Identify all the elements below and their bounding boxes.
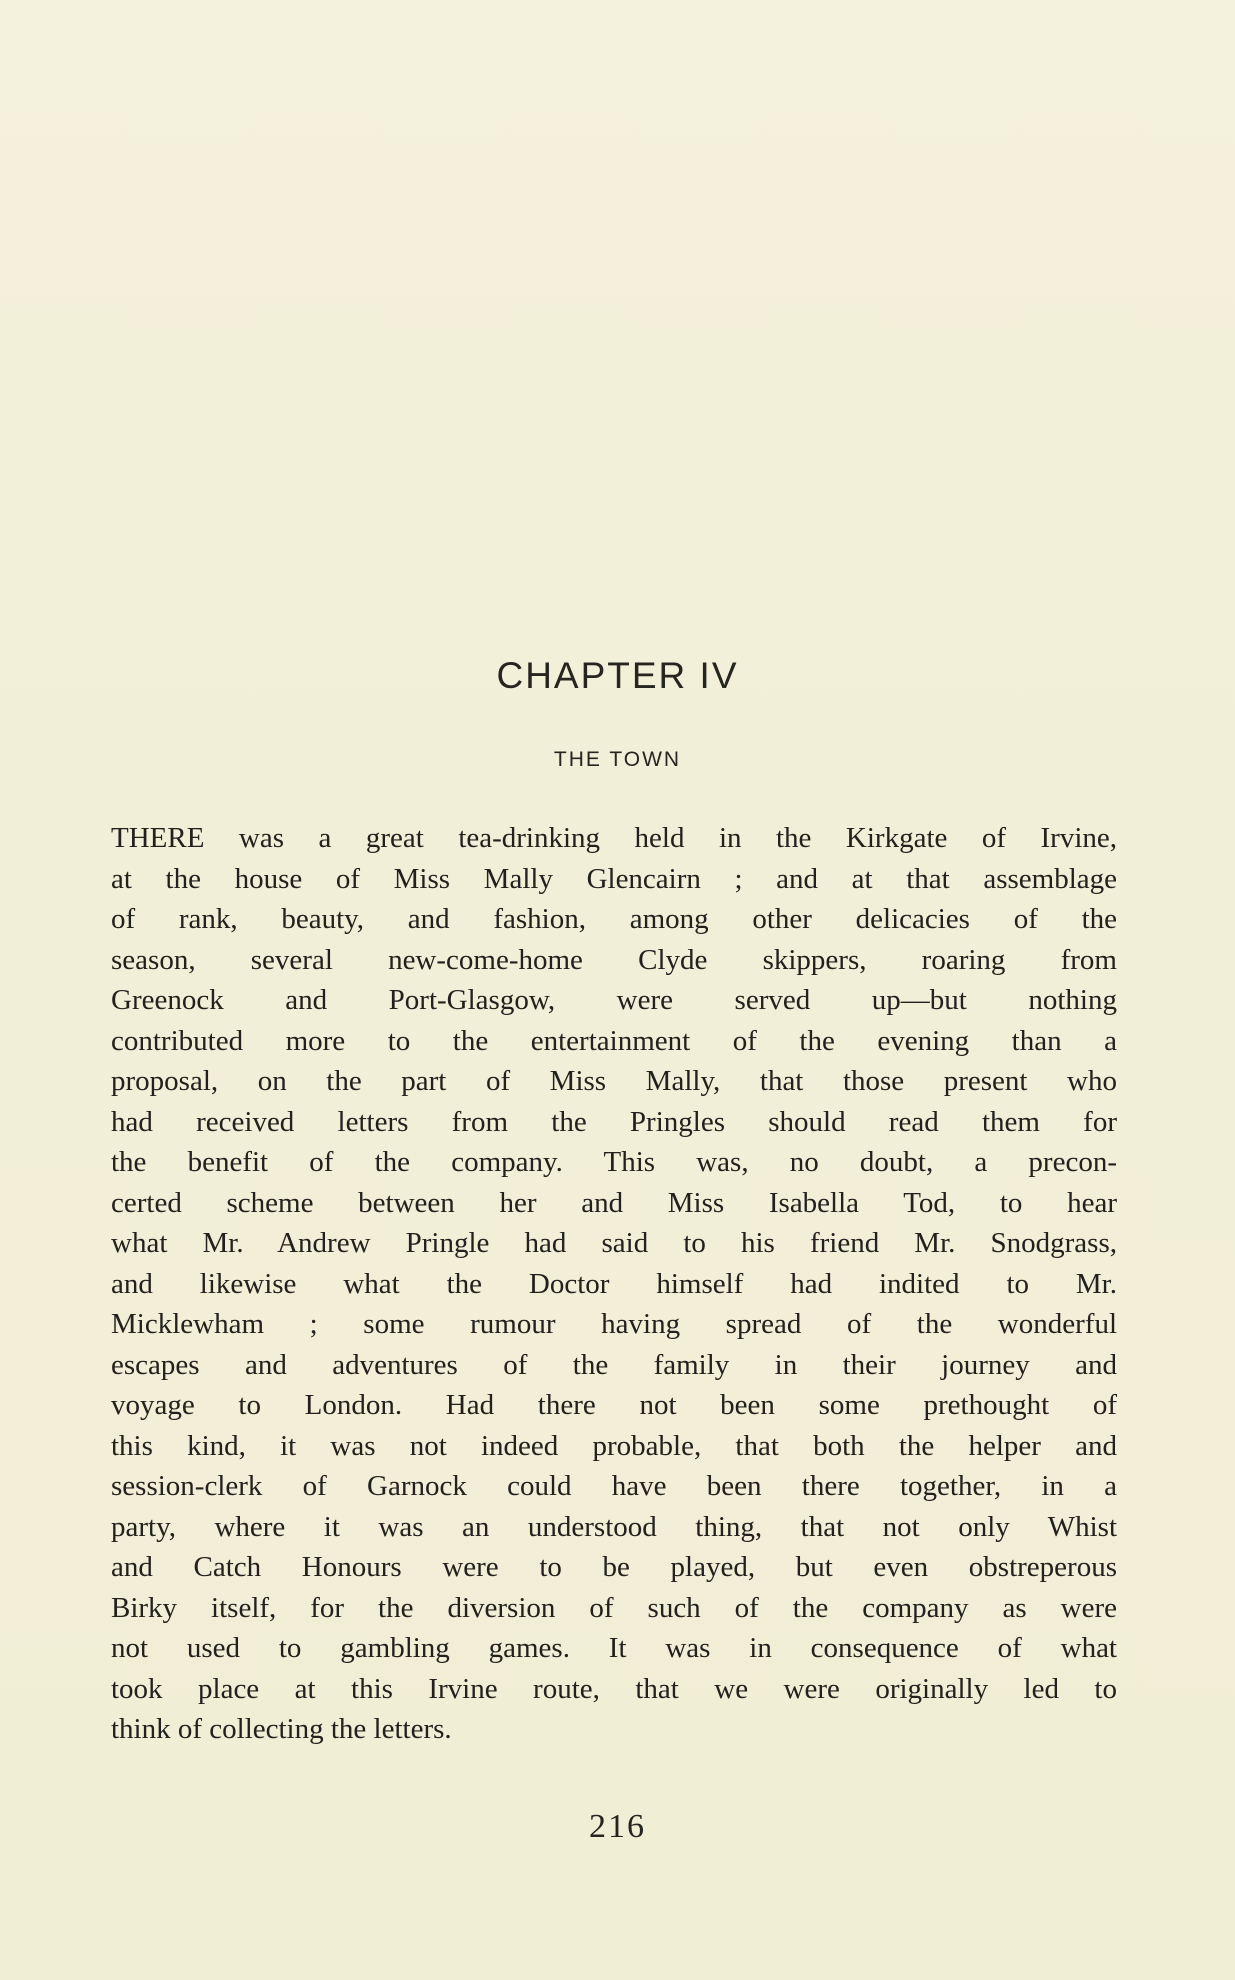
text-line: at the house of Miss Mally Glencairn ; and at that assemblage <box>111 862 1117 895</box>
text-line: certed scheme between her and Miss Isabella Tod, to hear <box>111 1186 1117 1219</box>
text-line: think of collecting the letters. <box>111 1713 452 1745</box>
text-line: this kind, it was not indeed probable, that both the helper and <box>111 1429 1117 1462</box>
body-text <box>111 818 1117 1750</box>
text-line: season, several new-come-home Clyde skippers, roaring from <box>111 943 1117 976</box>
chapter-title: CHAPTER IV <box>496 655 739 696</box>
text-line: of rank, beauty, and fashion, among other delicacies of the <box>111 903 1117 935</box>
text-line: and Catch Honours were to be played, but even obstreperous <box>111 1551 1117 1583</box>
text-line: Birky itself, for the diversion of such of the company as were <box>111 1591 1117 1624</box>
text-line: the benefit of the company. This was, no doubt, a precon- <box>111 1146 1117 1178</box>
text-line: proposal, on the part of Miss Mally, that those present who <box>111 1065 1117 1097</box>
text-line: party, where it was an understood thing, that not only Whist <box>111 1510 1117 1543</box>
page-number: 216 <box>589 1808 646 1845</box>
section-title: THE TOWN <box>553 748 682 771</box>
text-line: and likewise what the Doctor himself had indited to Mr. <box>111 1267 1117 1300</box>
text-line: Greenock and Port-Glasgow, were served up—but nothing <box>111 984 1117 1016</box>
text-line: contributed more to the entertainment of the evening than a <box>111 1024 1117 1057</box>
text-line: took place at this Irvine route, that we were originally led to <box>111 1672 1117 1705</box>
text-line: Micklewham ; some rumour having spread of the wonderful <box>111 1308 1117 1340</box>
text-line: had received letters from the Pringles should read them for <box>111 1105 1117 1138</box>
text-line: session-clerk of Garnock could have been there together, in a <box>111 1470 1117 1502</box>
text-line: not used to gambling games. It was in consequence of what <box>111 1632 1117 1664</box>
text-line: voyage to London. Had there not been some prethought of <box>111 1389 1117 1421</box>
text-line: what Mr. Andrew Pringle had said to his friend Mr. Snodgrass, <box>111 1227 1117 1259</box>
text-line: escapes and adventures of the family in their journey and <box>111 1348 1117 1381</box>
text-line: THERE was a great tea-drinking held in the Kirkgate of Irvine, <box>111 822 1117 854</box>
